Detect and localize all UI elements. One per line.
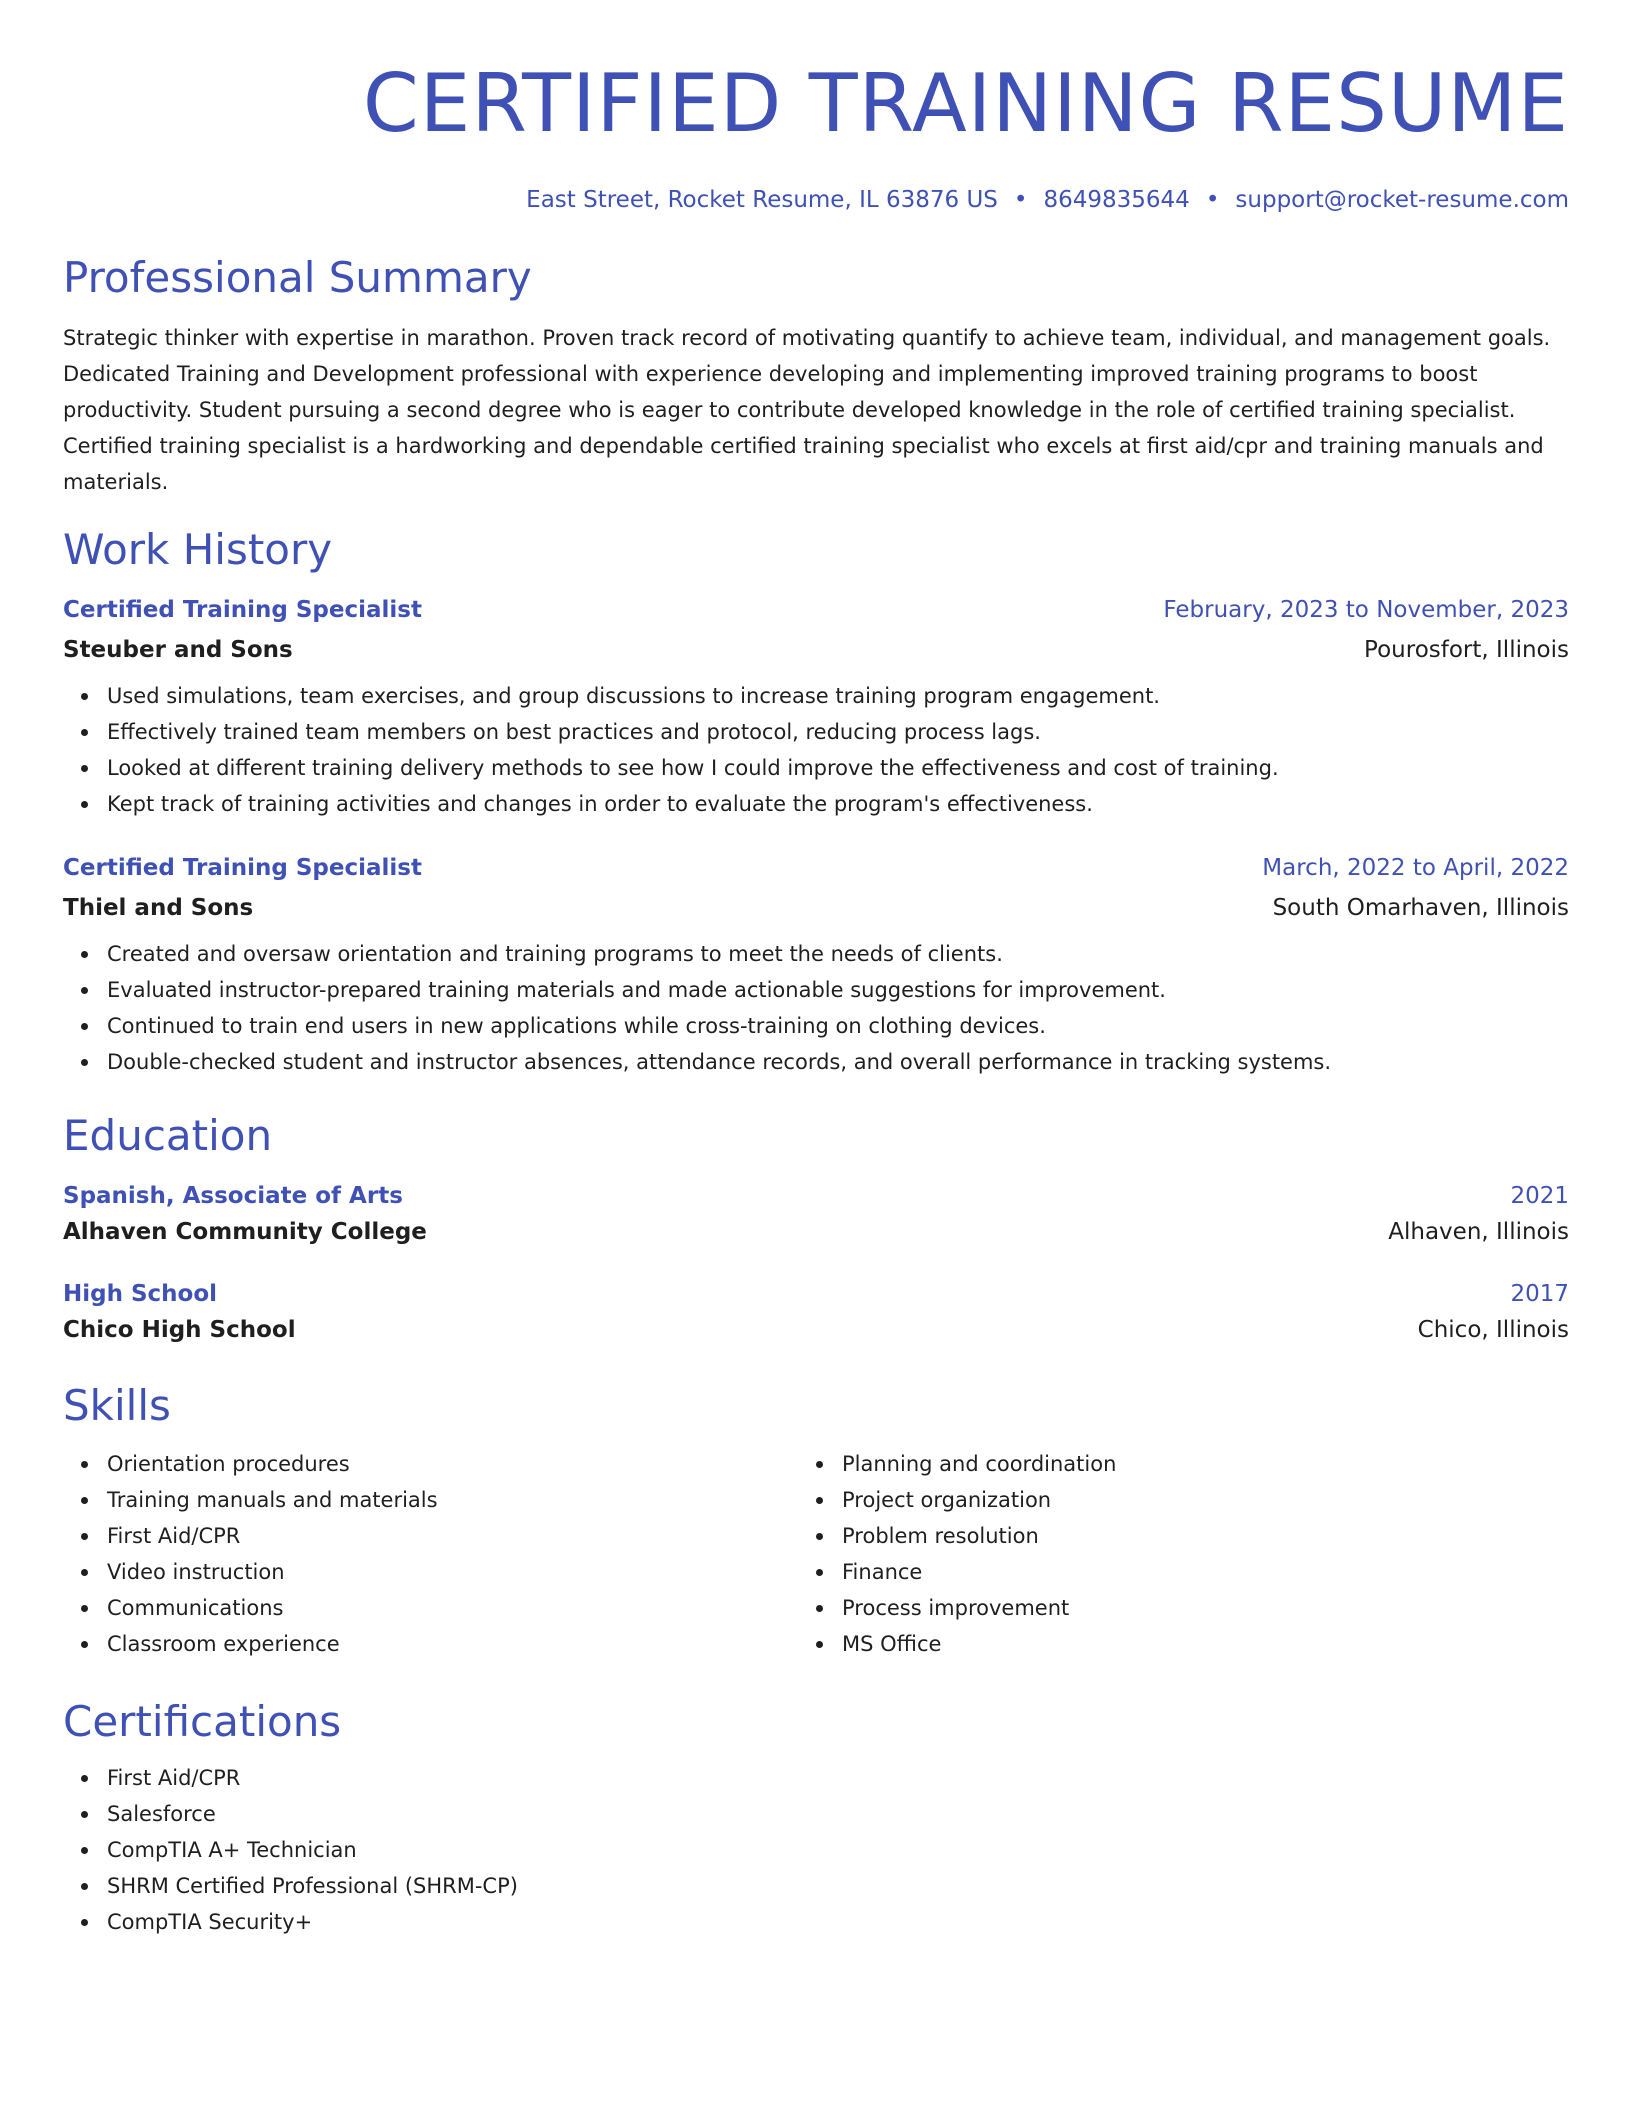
certification-item: First Aid/CPR bbox=[107, 1760, 1569, 1796]
skill-item: Video instruction bbox=[107, 1554, 798, 1590]
job-entry bbox=[63, 594, 1569, 822]
contact-email: support@rocket-resume.com bbox=[1235, 187, 1569, 213]
skills-grid bbox=[63, 1446, 1569, 1662]
job-entry bbox=[63, 852, 1569, 1080]
job-bullet: Double-checked student and instructor absences, attendance records, and overall performance in tracking systems. bbox=[107, 1044, 1569, 1080]
skill-item: Planning and coordination bbox=[842, 1446, 1533, 1482]
education-location: Chico, Illinois bbox=[1417, 1317, 1569, 1343]
skill-item: Problem resolution bbox=[842, 1518, 1533, 1554]
education-school-row bbox=[63, 1310, 1569, 1346]
job-dates: March, 2022 to April, 2022 bbox=[1262, 855, 1569, 881]
certifications-list bbox=[63, 1760, 1569, 1940]
job-company-row bbox=[63, 626, 1569, 666]
job-role: Certified Training Specialist bbox=[63, 855, 422, 881]
skills-list bbox=[798, 1446, 1533, 1662]
job-location: Pourosfort, Illinois bbox=[1364, 637, 1569, 663]
education-degree: High School bbox=[63, 1281, 218, 1307]
job-header-row bbox=[63, 852, 1569, 884]
job-bullet: Used simulations, team exercises, and group discussions to increase training program engagement. bbox=[107, 678, 1569, 714]
skill-item: Classroom experience bbox=[107, 1626, 798, 1662]
certification-item: CompTIA A+ Technician bbox=[107, 1832, 1569, 1868]
job-dates: February, 2023 to November, 2023 bbox=[1163, 597, 1569, 623]
skills-list bbox=[63, 1446, 798, 1662]
skill-item: Orientation procedures bbox=[107, 1446, 798, 1482]
skill-item: Process improvement bbox=[842, 1590, 1533, 1626]
job-company-row bbox=[63, 884, 1569, 924]
job-bullet: Continued to train end users in new applications while cross-training on clothing devices. bbox=[107, 1008, 1569, 1044]
contact-address: East Street, Rocket Resume, IL 63876 US bbox=[526, 187, 998, 213]
education-entry bbox=[63, 1278, 1569, 1346]
resume-title: CERTIFIED TRAINING RESUME bbox=[362, 57, 1569, 150]
skills-heading: Skills bbox=[63, 1381, 171, 1430]
education-location: Alhaven, Illinois bbox=[1388, 1219, 1569, 1245]
skill-item: Training manuals and materials bbox=[107, 1482, 798, 1518]
education-degree-row bbox=[63, 1278, 1569, 1310]
summary-text: Strategic thinker with expertise in marathon. Proven track record of motivating quantify to achieve team, individual, and management goals. Dedicated Training and Development professional with experience developing and implementing improved training programs to boost productivity. Student pursuing a second degree who is eager to contribute developed knowledge in the role of certified training specialist. Certified training specialist is a hardworking and dependable certified training specialist who excels at first aid/cpr and training manuals and materials. bbox=[63, 326, 1551, 494]
contact-separator: • bbox=[1013, 187, 1028, 213]
education-year: 2021 bbox=[1510, 1183, 1569, 1209]
skills-column-left bbox=[63, 1446, 798, 1662]
certification-item: SHRM Certified Professional (SHRM-CP) bbox=[107, 1868, 1569, 1904]
education-school-row bbox=[63, 1212, 1569, 1248]
education-degree-row bbox=[63, 1180, 1569, 1212]
job-bullet: Created and oversaw orientation and training programs to meet the needs of clients. bbox=[107, 936, 1569, 972]
job-location: South Omarhaven, Illinois bbox=[1272, 895, 1569, 921]
job-company: Thiel and Sons bbox=[63, 895, 254, 921]
contact-line bbox=[63, 184, 1569, 216]
summary-heading: Professional Summary bbox=[63, 253, 532, 302]
education-year: 2017 bbox=[1510, 1281, 1569, 1307]
skill-item: MS Office bbox=[842, 1626, 1533, 1662]
job-bullet: Looked at different training delivery methods to see how I could improve the effectiveness and cost of training. bbox=[107, 750, 1569, 786]
skill-item: First Aid/CPR bbox=[107, 1518, 798, 1554]
certification-item: CompTIA Security+ bbox=[107, 1904, 1569, 1940]
contact-separator: • bbox=[1205, 187, 1220, 213]
job-company: Steuber and Sons bbox=[63, 637, 293, 663]
education-entry bbox=[63, 1180, 1569, 1248]
certifications-heading: Certifications bbox=[63, 1697, 342, 1746]
job-bullet: Kept track of training activities and changes in order to evaluate the program's effectiveness. bbox=[107, 786, 1569, 822]
education-school: Chico High School bbox=[63, 1317, 296, 1343]
work-history-heading: Work History bbox=[63, 525, 333, 574]
skill-item: Finance bbox=[842, 1554, 1533, 1590]
education-degree: Spanish, Associate of Arts bbox=[63, 1183, 403, 1209]
job-role: Certified Training Specialist bbox=[63, 597, 422, 623]
skills-column-right bbox=[798, 1446, 1533, 1662]
job-bullet: Evaluated instructor-prepared training materials and made actionable suggestions for improvement. bbox=[107, 972, 1569, 1008]
education-school: Alhaven Community College bbox=[63, 1219, 427, 1245]
skill-item: Communications bbox=[107, 1590, 798, 1626]
job-bullets bbox=[63, 678, 1569, 822]
job-header-row bbox=[63, 594, 1569, 626]
job-bullets bbox=[63, 936, 1569, 1080]
education-heading: Education bbox=[63, 1111, 273, 1160]
contact-phone: 8649835644 bbox=[1043, 187, 1190, 213]
job-bullet: Effectively trained team members on best practices and protocol, reducing process lags. bbox=[107, 714, 1569, 750]
certification-item: Salesforce bbox=[107, 1796, 1569, 1832]
skill-item: Project organization bbox=[842, 1482, 1533, 1518]
